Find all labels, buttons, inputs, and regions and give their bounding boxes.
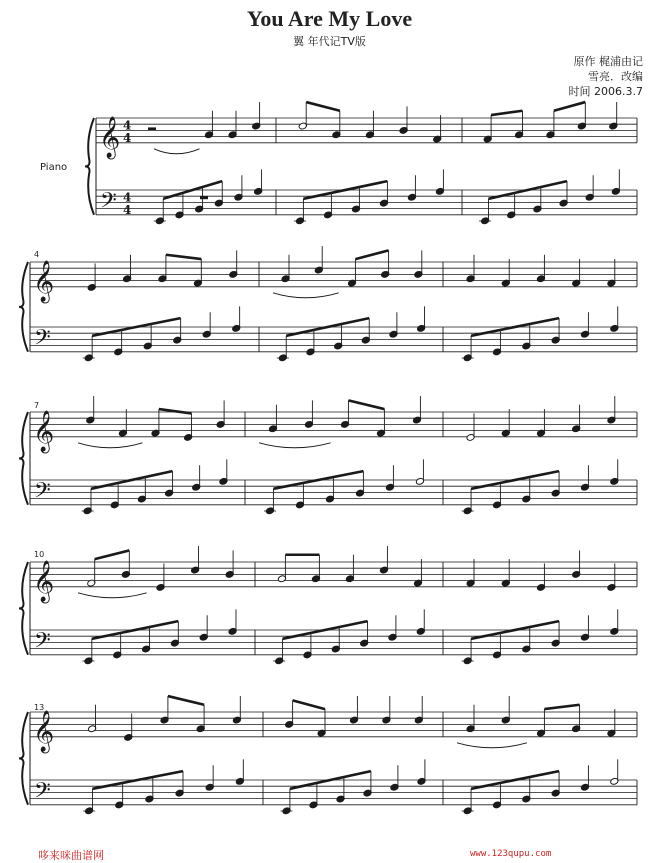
time-signature-bottom: 4 bbox=[123, 130, 132, 145]
note-beam bbox=[293, 700, 325, 709]
credit-arranger: 雪亮．改编 bbox=[588, 70, 643, 83]
staff-brace bbox=[19, 562, 28, 655]
slur bbox=[78, 593, 147, 598]
time-signature-bottom: 4 bbox=[123, 202, 132, 217]
measure-number: 4 bbox=[34, 250, 40, 259]
song-subtitle: 翼 年代记TV版 bbox=[293, 35, 366, 48]
bass-clef-icon: 𝄢 bbox=[34, 778, 51, 809]
staff-brace bbox=[19, 262, 28, 352]
staff-brace bbox=[19, 412, 28, 505]
bass-clef-icon: 𝄢 bbox=[100, 188, 117, 219]
treble-clef-icon: 𝄞 bbox=[33, 710, 55, 752]
time-signature-top: 4 bbox=[123, 190, 132, 205]
credit-original-author: 原作 梶浦由记 bbox=[573, 55, 643, 68]
instrument-label: Piano bbox=[40, 162, 68, 173]
slur bbox=[154, 149, 200, 154]
note-beam bbox=[355, 250, 388, 259]
measure-number: 13 bbox=[34, 703, 45, 712]
note-beam bbox=[491, 111, 522, 115]
footer-url: www.123qupu.com bbox=[470, 849, 552, 859]
note-beam bbox=[306, 102, 340, 111]
note-beam bbox=[95, 550, 130, 559]
note-beam bbox=[166, 255, 201, 259]
slur bbox=[78, 443, 142, 448]
credit-date: 时间 2006.3.7 bbox=[568, 85, 643, 98]
staff-brace bbox=[85, 118, 94, 215]
rest-mark bbox=[200, 196, 208, 199]
note-beam bbox=[544, 705, 579, 709]
treble-clef-icon: 𝄞 bbox=[33, 260, 55, 302]
rest-mark bbox=[148, 127, 156, 130]
footer-site-name: 哆来咪曲谱网 bbox=[38, 849, 104, 862]
song-title: You Are My Love bbox=[246, 6, 413, 31]
treble-clef-icon: 𝄞 bbox=[99, 116, 121, 158]
measure-number: 10 bbox=[34, 550, 45, 559]
slur bbox=[273, 293, 339, 298]
bass-clef-icon: 𝄢 bbox=[34, 325, 51, 356]
staff-brace bbox=[19, 712, 28, 805]
note-beam bbox=[348, 400, 384, 409]
note-beam bbox=[168, 696, 204, 705]
measure-number: 7 bbox=[34, 401, 40, 410]
time-signature-top: 4 bbox=[123, 118, 132, 133]
bass-clef-icon: 𝄢 bbox=[34, 478, 51, 509]
slur bbox=[457, 743, 527, 748]
bass-clef-icon: 𝄢 bbox=[34, 628, 51, 659]
treble-clef-icon: 𝄞 bbox=[33, 410, 55, 452]
note-beam bbox=[554, 102, 585, 111]
note-beam bbox=[159, 409, 192, 413]
slur bbox=[259, 443, 331, 448]
treble-clef-icon: 𝄞 bbox=[33, 560, 55, 602]
